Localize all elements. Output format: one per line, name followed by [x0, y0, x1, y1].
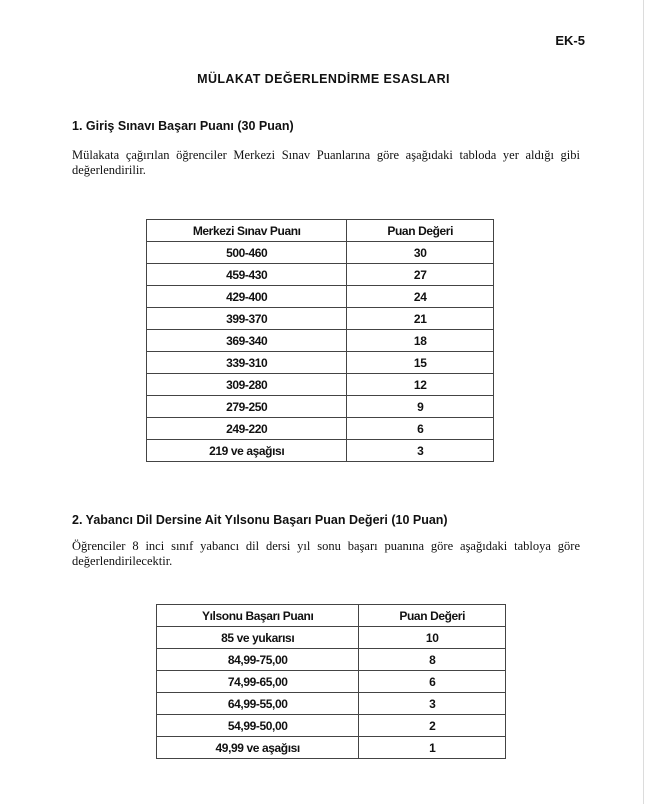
- annex-code: EK-5: [555, 33, 585, 48]
- range-cell: 54,99-50,00: [157, 715, 359, 737]
- range-cell: 339-310: [147, 352, 347, 374]
- table-row: [147, 308, 494, 330]
- score-cell: 3: [347, 440, 494, 462]
- table-header-row: [147, 220, 494, 242]
- section2-text: Öğrenciler 8 inci sınıf yabancı dil dersi yıl sonu başarı puanına göre aşağıdaki tabloya göre değerlendirilecektir.: [72, 539, 580, 568]
- page-title: MÜLAKAT DEĞERLENDİRME ESASLARI: [197, 72, 450, 86]
- score-cell: 30: [347, 242, 494, 264]
- score-cell: 15: [347, 352, 494, 374]
- table-row: [147, 242, 494, 264]
- score-cell: 6: [359, 671, 506, 693]
- score-cell: 24: [347, 286, 494, 308]
- score-cell: 1: [359, 737, 506, 759]
- exam-score-table: [146, 219, 494, 462]
- range-cell: 399-370: [147, 308, 347, 330]
- range-cell: 249-220: [147, 418, 347, 440]
- table-row: [157, 649, 506, 671]
- section1-heading: 1. Giriş Sınavı Başarı Puanı (30 Puan): [72, 119, 294, 133]
- score-cell: 21: [347, 308, 494, 330]
- table-row: [147, 440, 494, 462]
- range-cell: 219 ve aşağısı: [147, 440, 347, 462]
- range-cell: 74,99-65,00: [157, 671, 359, 693]
- range-cell: 85 ve yukarısı: [157, 627, 359, 649]
- range-cell: 500-460: [147, 242, 347, 264]
- column-header: Merkezi Sınav Puanı: [147, 220, 347, 242]
- score-cell: 2: [359, 715, 506, 737]
- language-score-table-body: [157, 627, 506, 759]
- range-cell: 84,99-75,00: [157, 649, 359, 671]
- table-row: [147, 286, 494, 308]
- table-row: [147, 396, 494, 418]
- section2-heading: 2. Yabancı Dil Dersine Ait Yılsonu Başarı Puan Değeri (10 Puan): [72, 513, 448, 527]
- score-cell: 12: [347, 374, 494, 396]
- range-cell: 279-250: [147, 396, 347, 418]
- table-row: [157, 627, 506, 649]
- score-cell: 10: [359, 627, 506, 649]
- score-cell: 8: [359, 649, 506, 671]
- column-header: Yılsonu Başarı Puanı: [157, 605, 359, 627]
- score-cell: 9: [347, 396, 494, 418]
- table-row: [147, 264, 494, 286]
- table-header-row: [157, 605, 506, 627]
- range-cell: 49,99 ve aşağısı: [157, 737, 359, 759]
- table-row: [147, 374, 494, 396]
- range-cell: 309-280: [147, 374, 347, 396]
- table-row: [157, 693, 506, 715]
- table-row: [147, 330, 494, 352]
- section1-text: Mülakata çağırılan öğrenciler Merkezi Sınav Puanlarına göre aşağıdaki tabloda yer aldığı gibi değerlendirilir.: [72, 148, 580, 177]
- range-cell: 459-430: [147, 264, 347, 286]
- range-cell: 369-340: [147, 330, 347, 352]
- language-score-table: [156, 604, 506, 759]
- page-edge-line: [643, 0, 644, 804]
- table-row: [147, 352, 494, 374]
- table-row: [157, 671, 506, 693]
- score-cell: 18: [347, 330, 494, 352]
- exam-score-table-body: [147, 242, 494, 462]
- score-cell: 6: [347, 418, 494, 440]
- score-cell: 3: [359, 693, 506, 715]
- score-cell: 27: [347, 264, 494, 286]
- table-row: [157, 737, 506, 759]
- table-row: [147, 418, 494, 440]
- column-header: Puan Değeri: [359, 605, 506, 627]
- table-row: [157, 715, 506, 737]
- column-header: Puan Değeri: [347, 220, 494, 242]
- range-cell: 429-400: [147, 286, 347, 308]
- range-cell: 64,99-55,00: [157, 693, 359, 715]
